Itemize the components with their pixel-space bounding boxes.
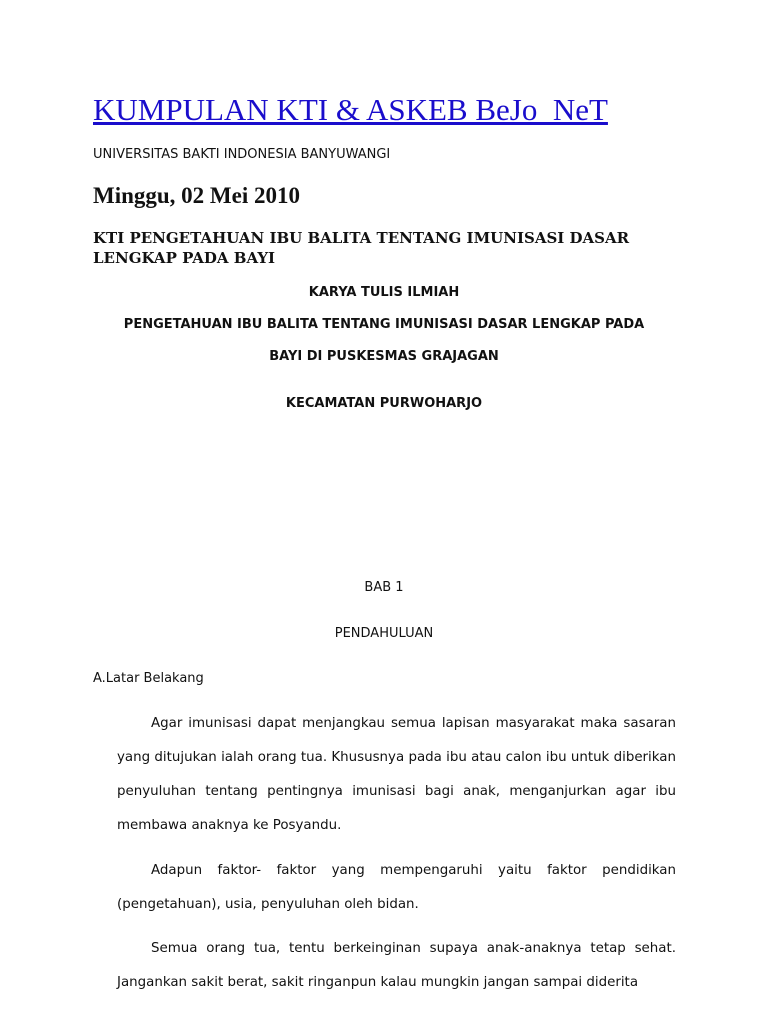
post-title: KTI PENGETAHUAN IBU BALITA TENTANG IMUNISASI DASAR LENGKAP PADA BAYI <box>93 229 630 267</box>
paragraph-1: Agar imunisasi dapat menjangkau semua lapisan masyarakat maka sasaran yang ditujukan ialah orang tua. Khususnya pada ibu atau calon ibu untuk diberikan penyuluhan tentang pentingnya imunisasi bagi anak, menganjurkan agar ibu membawa anaknya ke Posyandu. <box>117 716 676 833</box>
chapter-title: PENDAHULUAN <box>334 626 434 641</box>
chapter-number: BAB 1 <box>364 580 404 595</box>
blog-description: UNIVERSITAS BAKTI INDONESIA BANYUWANGI <box>93 147 391 162</box>
blog-title-link[interactable]: KUMPULAN KTI & ASKEB BeJo_NeT <box>93 92 608 127</box>
paragraph-3: Semua orang tua, tentu berkeinginan supaya anak-anaknya tetap sehat. Jangankan sakit berat, sakit ringanpun kalau mungkin jangan sampai diderita <box>117 941 676 990</box>
document-title-line-1: PENGETAHUAN IBU BALITA TENTANG IMUNISASI DASAR LENGKAP PADA <box>123 317 645 332</box>
document-title-line-3: KECAMATAN PURWOHARJO <box>285 396 483 411</box>
document-type-label: KARYA TULIS ILMIAH <box>308 285 460 300</box>
document-title-line-2: BAYI DI PUSKESMAS GRAJAGAN <box>269 349 499 364</box>
paragraph-2: Adapun faktor- faktor yang mempengaruhi yaitu faktor pendidikan (pengetahuan), usia, penyuluhan oleh bidan. <box>117 863 676 912</box>
post-date: Minggu, 02 Mei 2010 <box>93 183 300 208</box>
section-heading: A.Latar Belakang <box>93 671 204 686</box>
